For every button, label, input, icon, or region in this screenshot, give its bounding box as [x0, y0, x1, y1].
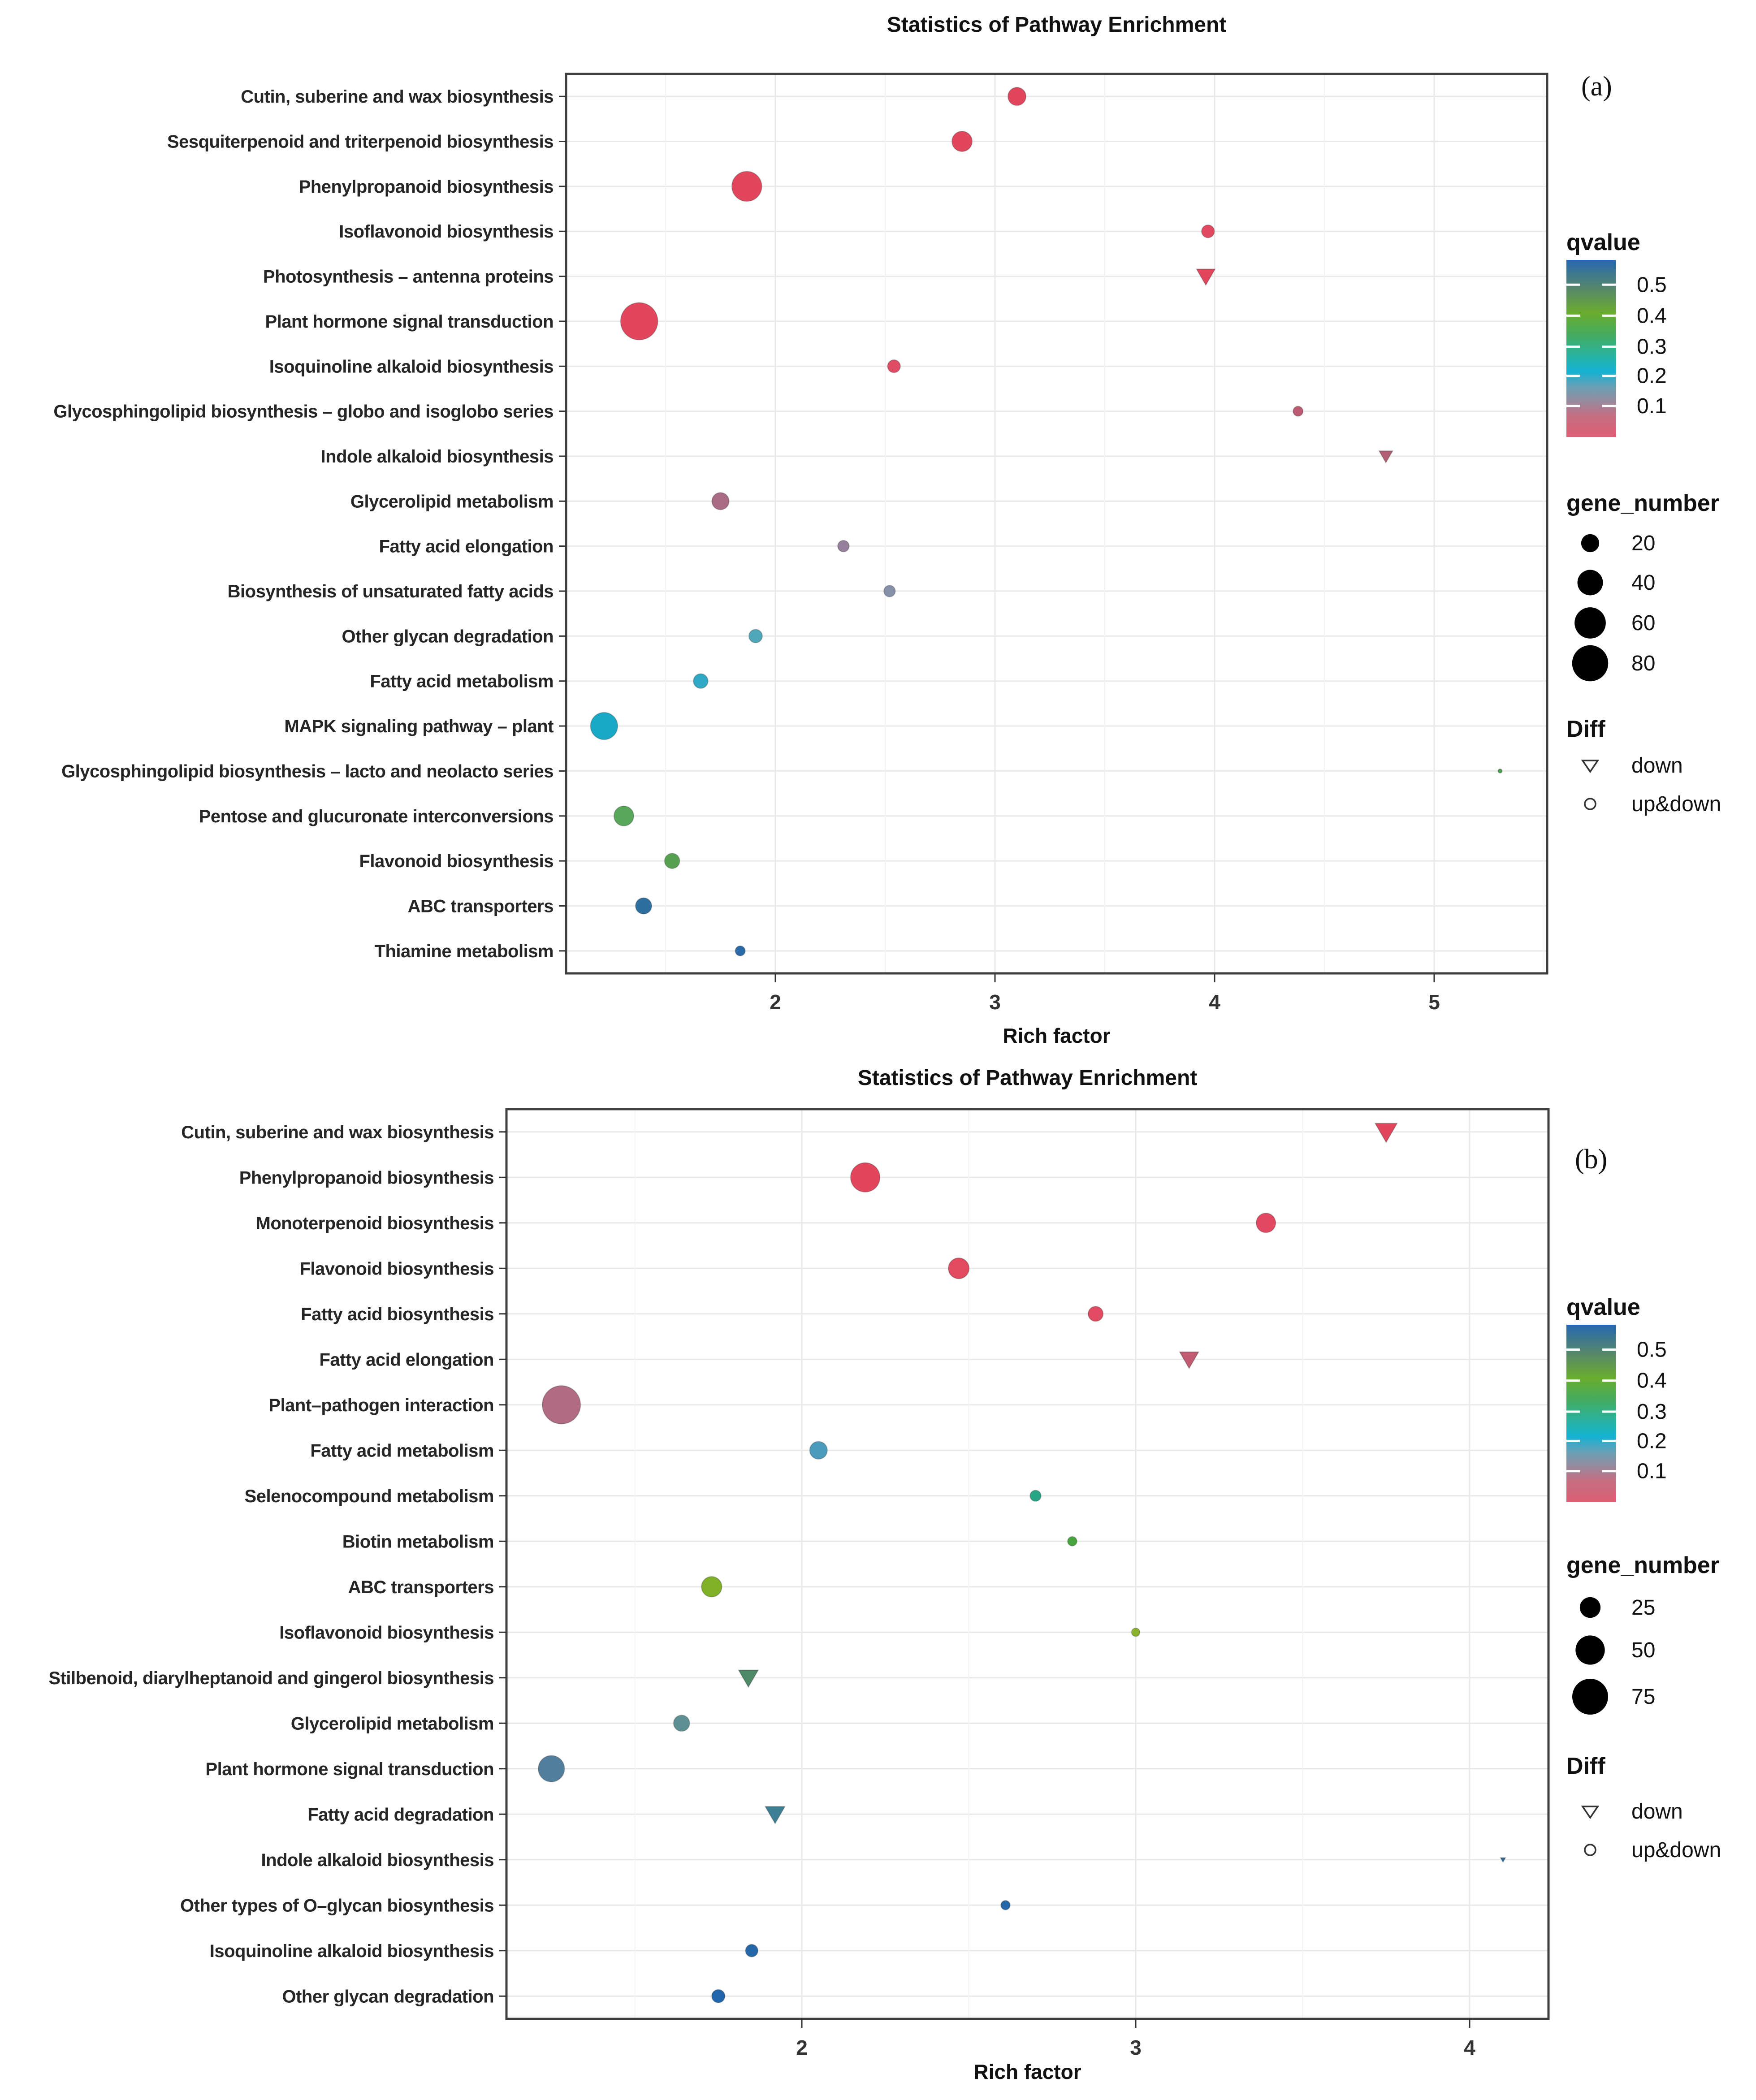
- y-axis-label: ABC transporters: [407, 896, 554, 916]
- x-tick-label: 2: [770, 990, 781, 1014]
- x-tick-label: 4: [1464, 2036, 1475, 2059]
- data-point-circle: [1202, 225, 1214, 238]
- qvalue-tick-label: 0.1: [1637, 394, 1667, 418]
- diff-legend-title: Diff: [1566, 716, 1605, 742]
- y-axis-label: ABC transporters: [348, 1577, 494, 1597]
- data-point-circle: [1498, 769, 1502, 773]
- chart-b-x-axis-title: Rich factor: [973, 2060, 1081, 2083]
- diff-updown-icon: [1585, 799, 1596, 809]
- diff-item-label: down: [1631, 1800, 1683, 1823]
- data-point-circle: [749, 629, 762, 643]
- data-point-circle: [614, 806, 634, 826]
- y-axis-label: Glycosphingolipid biosynthesis – lacto and neolacto series: [61, 761, 554, 782]
- gene-size-dot: [1575, 1635, 1605, 1664]
- panel-background: [566, 74, 1547, 973]
- gene-size-label: 80: [1631, 652, 1656, 675]
- y-axis-label: Glycerolipid metabolism: [350, 492, 554, 512]
- data-point-circle: [712, 493, 729, 510]
- data-point-circle: [884, 585, 895, 596]
- y-axis-label: Thiamine metabolism: [374, 941, 554, 961]
- y-axis-label: Selenocompound metabolism: [244, 1486, 494, 1506]
- gene-size-dot: [1578, 570, 1603, 596]
- data-point-circle: [674, 1715, 690, 1731]
- y-axis-label: Phenylpropanoid biosynthesis: [298, 177, 554, 197]
- gene-size-label: 20: [1631, 531, 1656, 555]
- data-point-circle: [838, 540, 849, 552]
- x-tick-label: 3: [989, 990, 1001, 1014]
- y-axis-label: Other glycan degradation: [342, 627, 554, 647]
- y-axis-label: Isoflavonoid biosynthesis: [279, 1623, 494, 1643]
- x-tick-label: 2: [796, 2036, 808, 2059]
- y-axis-label: Flavonoid biosynthesis: [359, 851, 554, 872]
- gene-size-dot: [1581, 534, 1599, 552]
- data-point-circle: [1068, 1537, 1077, 1546]
- qvalue-legend-title: qvalue: [1566, 229, 1640, 255]
- data-point-circle: [1256, 1213, 1276, 1232]
- y-axis-label: Cutin, suberine and wax biosynthesis: [181, 1122, 494, 1142]
- gene-size-label: 60: [1631, 611, 1656, 635]
- gene-size-label: 75: [1631, 1685, 1656, 1709]
- gene-size-label: 50: [1631, 1638, 1656, 1662]
- data-point-circle: [851, 1163, 880, 1192]
- data-point-circle: [745, 1944, 758, 1957]
- gene-size-label: 40: [1631, 571, 1656, 595]
- y-axis-label: Pentose and glucuronate interconversions: [199, 806, 554, 826]
- diff-updown-icon: [1585, 1845, 1596, 1855]
- y-axis-label: Photosynthesis – antenna proteins: [263, 267, 554, 287]
- qvalue-tick-label: 0.3: [1637, 335, 1667, 359]
- data-point-circle: [735, 946, 745, 956]
- y-axis-label: Fatty acid biosynthesis: [301, 1304, 494, 1324]
- data-point-circle: [952, 131, 972, 151]
- qvalue-tick-label: 0.2: [1637, 364, 1667, 388]
- qvalue-tick-label: 0.1: [1637, 1459, 1667, 1483]
- data-point-circle: [1001, 1901, 1010, 1910]
- diff-item-label: up&down: [1631, 792, 1721, 816]
- chart-a-title: Statistics of Pathway Enrichment: [887, 13, 1227, 37]
- y-axis-label: Biosynthesis of unsaturated fatty acids: [227, 582, 554, 602]
- data-point-circle: [542, 1386, 580, 1424]
- gene-size-dot: [1572, 1679, 1608, 1715]
- gene-number-legend-title: gene_number: [1566, 1552, 1719, 1578]
- x-tick-label: 4: [1209, 990, 1220, 1014]
- y-axis-label: Glycosphingolipid biosynthesis – globo and isoglobo series: [53, 402, 554, 422]
- panel-label-b: (b): [1575, 1144, 1608, 1175]
- qvalue-tick-label: 0.5: [1637, 1338, 1667, 1362]
- y-axis-label: Isoquinoline alkaloid biosynthesis: [209, 1941, 494, 1961]
- y-axis-label: Plant hormone signal transduction: [205, 1759, 494, 1779]
- data-point-circle: [1030, 1491, 1041, 1501]
- y-axis-label: Fatty acid metabolism: [310, 1441, 494, 1461]
- y-axis-label: Other types of O–glycan biosynthesis: [180, 1896, 494, 1916]
- data-point-circle: [701, 1577, 722, 1597]
- data-point-circle: [1293, 406, 1303, 416]
- panel-background: [506, 1109, 1548, 2019]
- y-axis-label: Fatty acid degradation: [307, 1805, 494, 1825]
- y-axis-label: Fatty acid metabolism: [370, 671, 554, 691]
- data-point-circle: [538, 1756, 564, 1782]
- chart-b-title: Statistics of Pathway Enrichment: [857, 1066, 1198, 1090]
- diff-down-icon: [1583, 1806, 1598, 1818]
- y-axis-label: Plant–pathogen interaction: [268, 1395, 494, 1415]
- y-axis-label: Other glycan degradation: [282, 1987, 494, 2007]
- y-axis-label: Fatty acid elongation: [379, 536, 554, 557]
- y-axis-label: Stilbenoid, diarylheptanoid and gingerol biosynthesis: [48, 1668, 494, 1688]
- y-axis-label: Indole alkaloid biosynthesis: [261, 1850, 494, 1870]
- data-point-circle: [665, 853, 680, 869]
- x-tick-label: 3: [1130, 2036, 1142, 2059]
- diff-legend-title: Diff: [1566, 1753, 1605, 1779]
- gene-size-label: 25: [1631, 1596, 1656, 1620]
- qvalue-gradient-bar: [1566, 260, 1616, 437]
- qvalue-tick-label: 0.3: [1637, 1400, 1667, 1424]
- panel-label-a: (a): [1581, 71, 1612, 102]
- data-point-circle: [636, 898, 652, 914]
- y-axis-label: Sesquiterpenoid and triterpenoid biosynthesis: [167, 132, 554, 152]
- data-point-circle: [591, 713, 618, 739]
- data-point-circle: [1132, 1628, 1140, 1636]
- gene-number-legend-title: gene_number: [1566, 490, 1719, 516]
- y-axis-label: Glycerolipid metabolism: [290, 1714, 494, 1734]
- chart-b-canvas: [0, 1053, 1756, 2100]
- chart-a-x-axis-title: Rich factor: [1003, 1024, 1111, 1047]
- y-axis-label: Flavonoid biosynthesis: [299, 1259, 494, 1279]
- y-axis-label: Monoterpenoid biosynthesis: [255, 1213, 494, 1233]
- data-point-circle: [810, 1442, 827, 1459]
- y-axis-label: Indole alkaloid biosynthesis: [320, 446, 554, 467]
- gene-size-dot: [1572, 645, 1608, 681]
- data-point-circle: [732, 172, 762, 202]
- qvalue-tick-label: 0.4: [1637, 1369, 1667, 1393]
- data-point-circle: [712, 1990, 725, 2003]
- x-tick-label: 5: [1428, 990, 1440, 1014]
- data-point-circle: [693, 674, 708, 688]
- diff-item-label: up&down: [1631, 1838, 1721, 1862]
- data-point-circle: [1088, 1306, 1103, 1321]
- diff-item-label: down: [1631, 754, 1683, 778]
- y-axis-label: Biotin metabolism: [342, 1532, 494, 1552]
- data-point-circle: [887, 360, 900, 372]
- y-axis-label: Plant hormone signal transduction: [265, 311, 554, 332]
- y-axis-label: Isoflavonoid biosynthesis: [339, 222, 554, 242]
- y-axis-label: Isoquinoline alkaloid biosynthesis: [269, 357, 554, 377]
- y-axis-label: MAPK signaling pathway – plant: [284, 717, 554, 737]
- diff-down-icon: [1583, 760, 1598, 772]
- y-axis-label: Phenylpropanoid biosynthesis: [239, 1168, 494, 1188]
- qvalue-tick-label: 0.2: [1637, 1429, 1667, 1453]
- gene-size-dot: [1574, 607, 1606, 639]
- qvalue-tick-label: 0.4: [1637, 304, 1667, 328]
- qvalue-legend-title: qvalue: [1566, 1294, 1640, 1320]
- data-point-circle: [621, 302, 658, 340]
- y-axis-label: Cutin, suberine and wax biosynthesis: [241, 87, 554, 107]
- y-axis-label: Fatty acid elongation: [319, 1350, 494, 1370]
- data-point-circle: [1008, 87, 1026, 105]
- qvalue-gradient-bar: [1566, 1325, 1616, 1502]
- gene-size-dot: [1580, 1597, 1600, 1618]
- data-point-circle: [948, 1258, 969, 1279]
- qvalue-tick-label: 0.5: [1637, 273, 1667, 297]
